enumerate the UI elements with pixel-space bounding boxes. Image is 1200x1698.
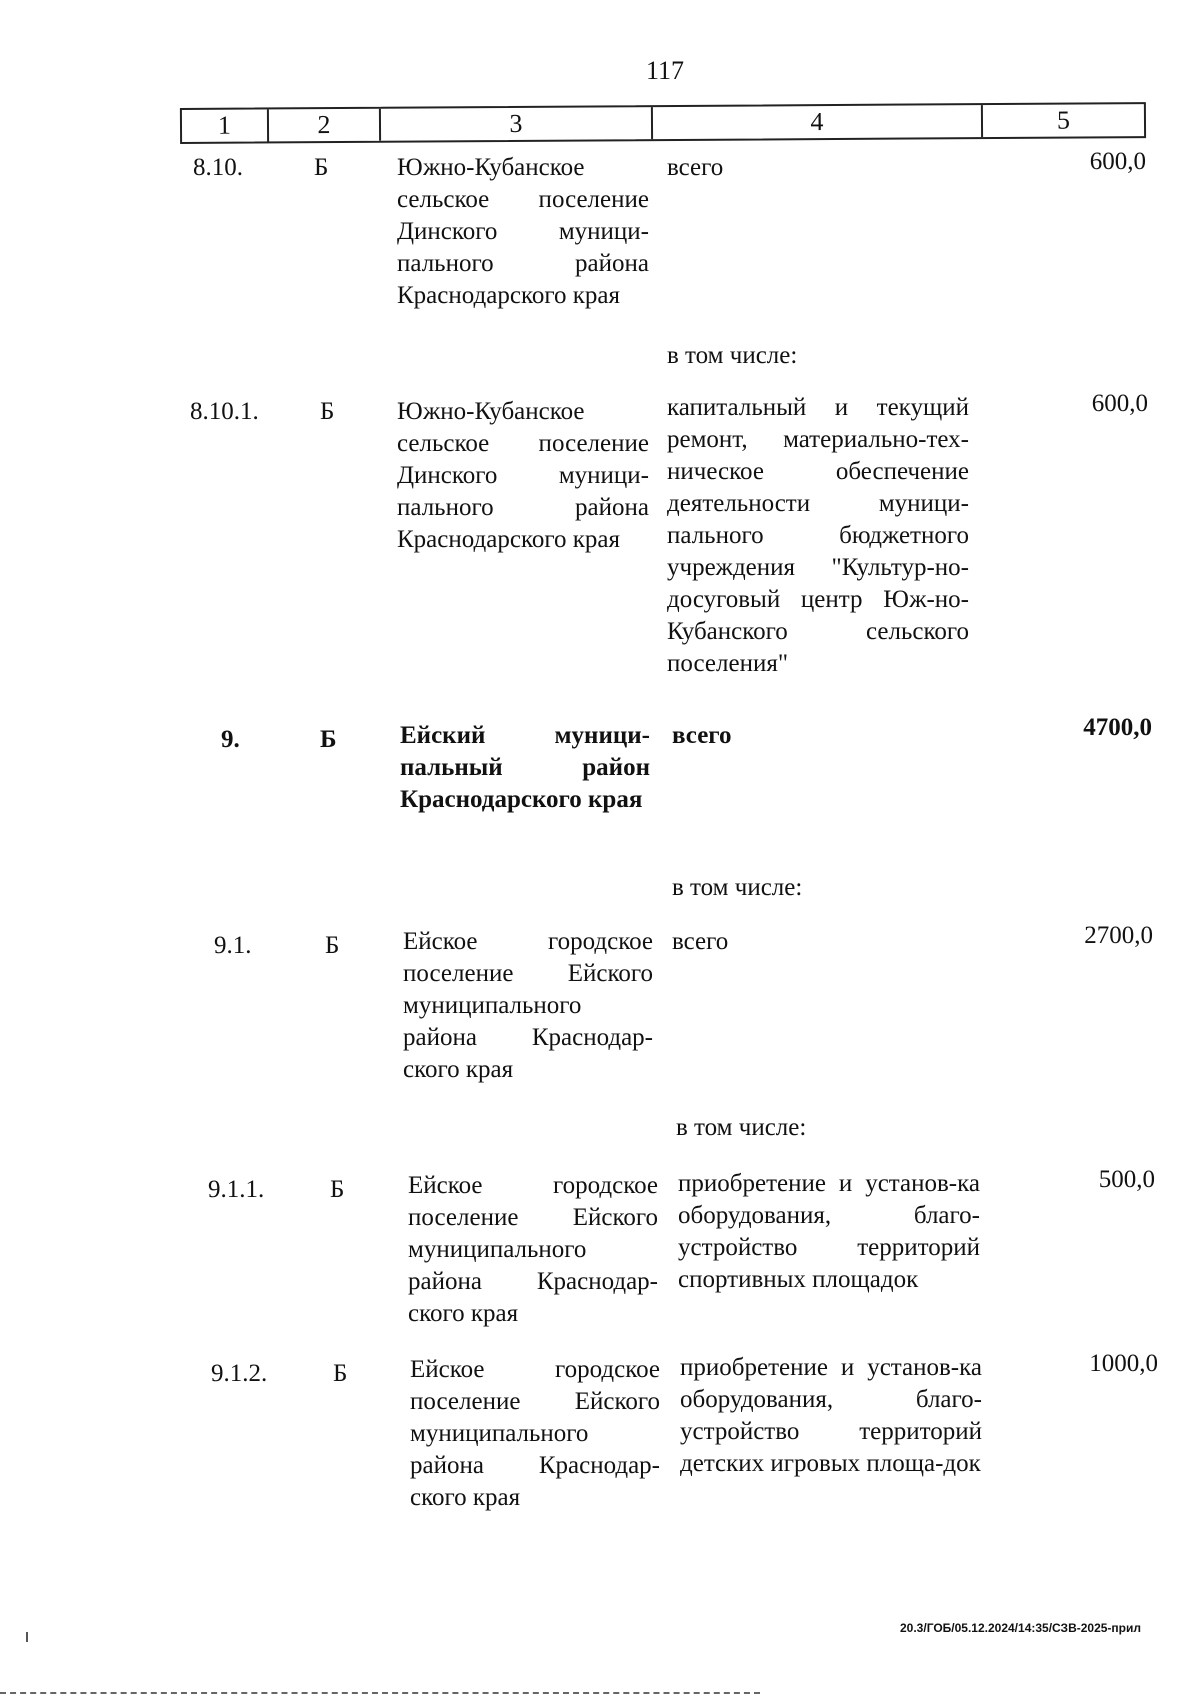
row-name: Ейский муници-пальный район Краснодарского края [400, 722, 650, 813]
scan-edge-line [0, 1692, 760, 1694]
row-description: капитальный и текущий ремонт, материально-тех-ническое обеспечение деятельности муници-пального бюджетного учреждения "Культур-но-досуговый центр Юж-но-Кубанского сельского поселения" [667, 394, 969, 677]
row-name: Южно-Кубанское сельское поселение Динского муници-пального района Краснодарского края [397, 398, 649, 553]
subtotal-label: в том числе: [672, 874, 803, 901]
header-col-4: 4 [653, 105, 983, 139]
row-code: Б [333, 1360, 348, 1387]
row-amount: 2700,0 [1084, 922, 1153, 949]
row-number: 9.1.2. [211, 1360, 268, 1387]
row-code: Б [330, 1176, 345, 1203]
row-amount: 600,0 [1091, 390, 1148, 417]
row-amount: 600,0 [1089, 148, 1146, 175]
row-code: Б [320, 726, 337, 753]
footer-code: 20.3/ГОБ/05.12.2024/14:35/СЗВ-2025-прил [900, 1621, 1142, 1635]
row-amount: 1000,0 [1089, 1350, 1158, 1377]
row-code: Б [314, 154, 329, 181]
row-description: всего [667, 154, 724, 181]
header-col-3: 3 [381, 107, 653, 141]
scan-mark [26, 1632, 28, 1642]
row-number: 8.10.1. [190, 398, 259, 425]
row-description: всего [672, 722, 732, 749]
row-description: всего [672, 928, 729, 955]
header-col-2: 2 [269, 109, 381, 142]
row-code: Б [325, 932, 340, 959]
row-code: Б [320, 398, 335, 425]
row-name: Южно-Кубанское сельское поселение Динского муници-пального района Краснодарского края [397, 154, 649, 309]
row-number: 9.1.1. [208, 1176, 265, 1203]
row-name: Ейское городское поселение Ейского муниципального района Краснодар-ского края [410, 1356, 660, 1511]
row-number: 8.10. [193, 154, 243, 181]
table-header-row [180, 102, 1146, 144]
row-number: 9.1. [214, 932, 252, 959]
row-description: приобретение и установ-ка оборудования, благо-устройство территорий детских игровых площа-док [680, 1354, 982, 1477]
subtotal-label: в том числе: [676, 1114, 807, 1141]
row-name: Ейское городское поселение Ейского муниципального района Краснодар-ского края [403, 928, 653, 1083]
page-number: 117 [645, 56, 685, 85]
subtotal-label: в том числе: [667, 342, 798, 369]
row-description: приобретение и установ-ка оборудования, благо-устройство территорий спортивных площадок [678, 1170, 980, 1293]
row-amount: 500,0 [1098, 1166, 1155, 1193]
header-col-5: 5 [1056, 105, 1071, 135]
row-name: Ейское городское поселение Ейского муниципального района Краснодар-ского края [408, 1172, 658, 1327]
header-col-1: 1 [182, 109, 269, 142]
row-amount: 4700,0 [1083, 714, 1152, 741]
row-number: 9. [221, 726, 240, 753]
